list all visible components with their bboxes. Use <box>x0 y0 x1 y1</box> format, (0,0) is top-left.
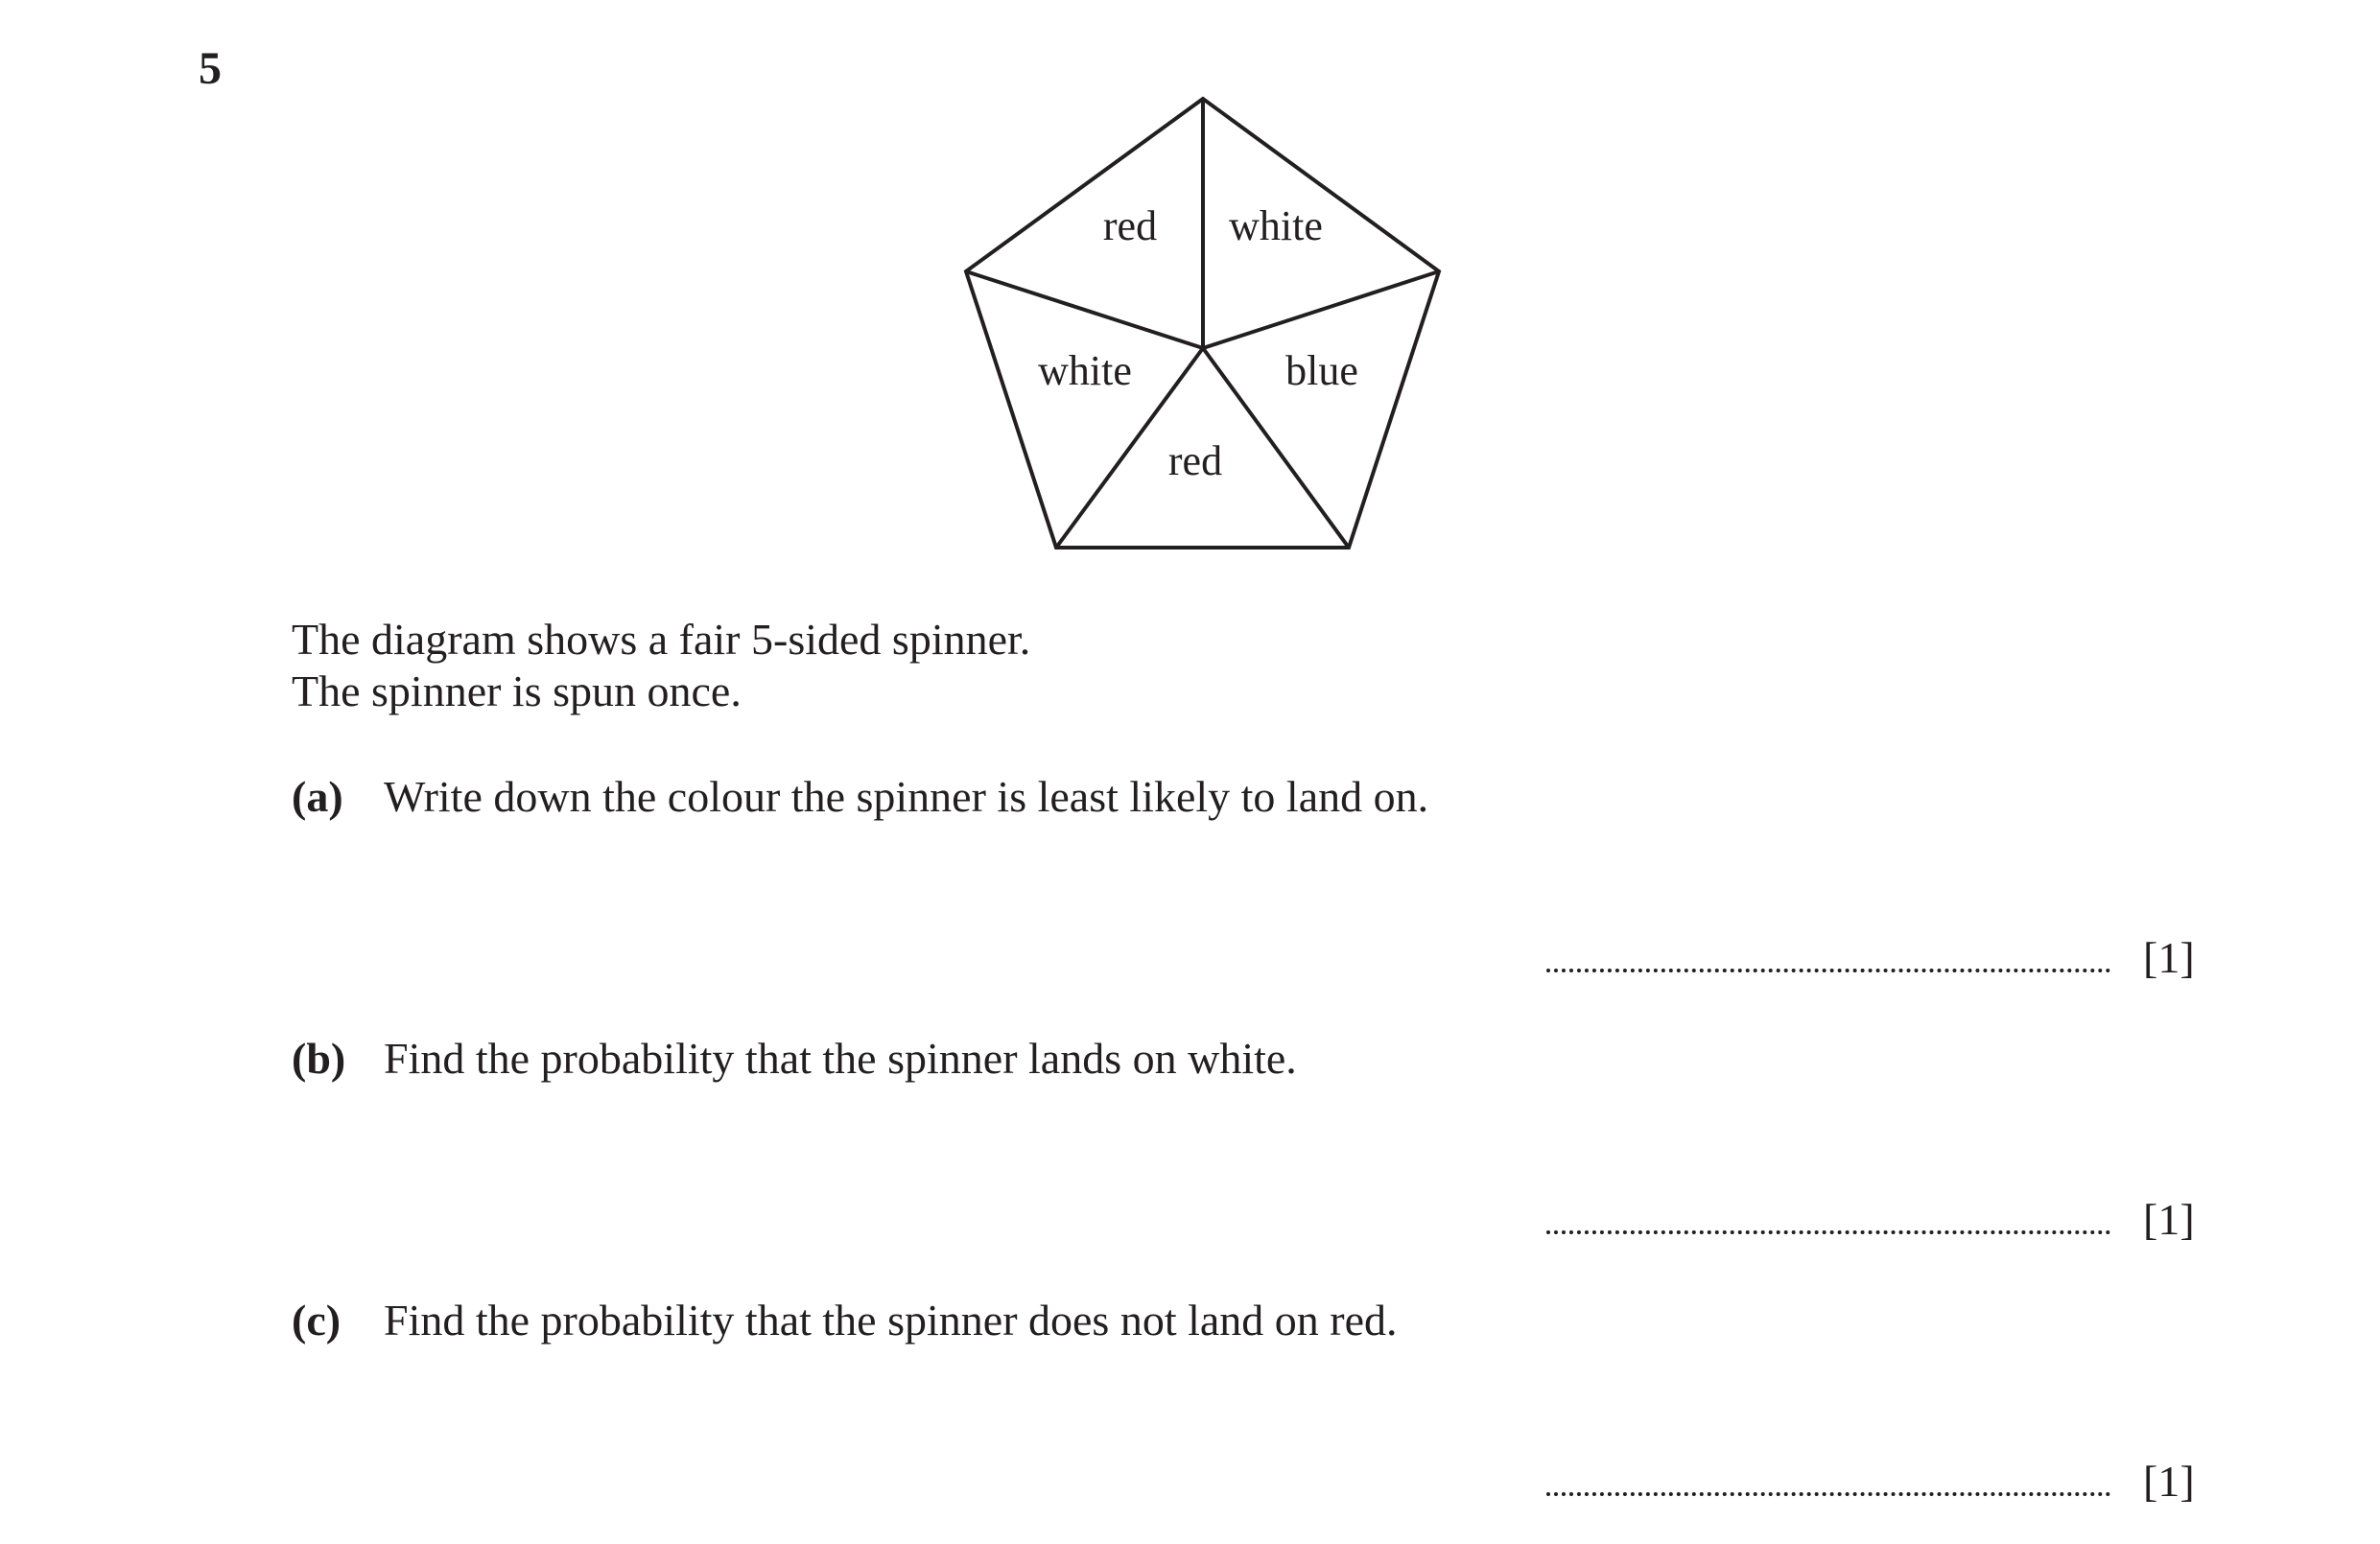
answer-line-b[interactable] <box>1546 1195 2195 1244</box>
answer-dotted-line[interactable] <box>1546 940 2110 972</box>
part-label: (c) <box>292 1296 342 1345</box>
marks-label: [1] <box>2143 1457 2195 1506</box>
spinner-section-label: white <box>1229 202 1323 249</box>
intro-line: The spinner is spun once. <box>292 667 742 715</box>
spinner-section-label: red <box>1102 202 1158 249</box>
spinner-diagram <box>0 0 2380 614</box>
part-label: (a) <box>292 772 343 821</box>
answer-dotted-line[interactable] <box>1546 1202 2110 1234</box>
spinner-divider <box>1203 271 1439 348</box>
spinner-section-label: red <box>1167 437 1223 484</box>
marks-label: [1] <box>2143 1195 2195 1244</box>
question-part-b <box>292 1034 1297 1083</box>
answer-dotted-line[interactable] <box>1546 1463 2110 1496</box>
spinner-divider <box>966 271 1203 348</box>
spinner-section-label: blue <box>1285 347 1358 394</box>
part-text: Find the probability that the spinner does not land on red. <box>384 1296 1398 1345</box>
question-part-a <box>292 772 1429 821</box>
question-intro <box>292 614 1030 717</box>
spinner-section-label: white <box>1038 347 1132 394</box>
part-label: (b) <box>292 1034 346 1083</box>
part-text: Write down the colour the spinner is least likely to land on. <box>384 772 1429 821</box>
answer-line-a[interactable] <box>1546 933 2195 982</box>
part-text: Find the probability that the spinner lands on white. <box>384 1034 1297 1083</box>
question-part-c <box>292 1298 1398 1343</box>
answer-line-c[interactable] <box>1546 1457 2195 1506</box>
marks-label: [1] <box>2143 933 2195 982</box>
intro-line: The diagram shows a fair 5-sided spinner. <box>292 615 1031 664</box>
question-number: 5 <box>199 43 222 94</box>
